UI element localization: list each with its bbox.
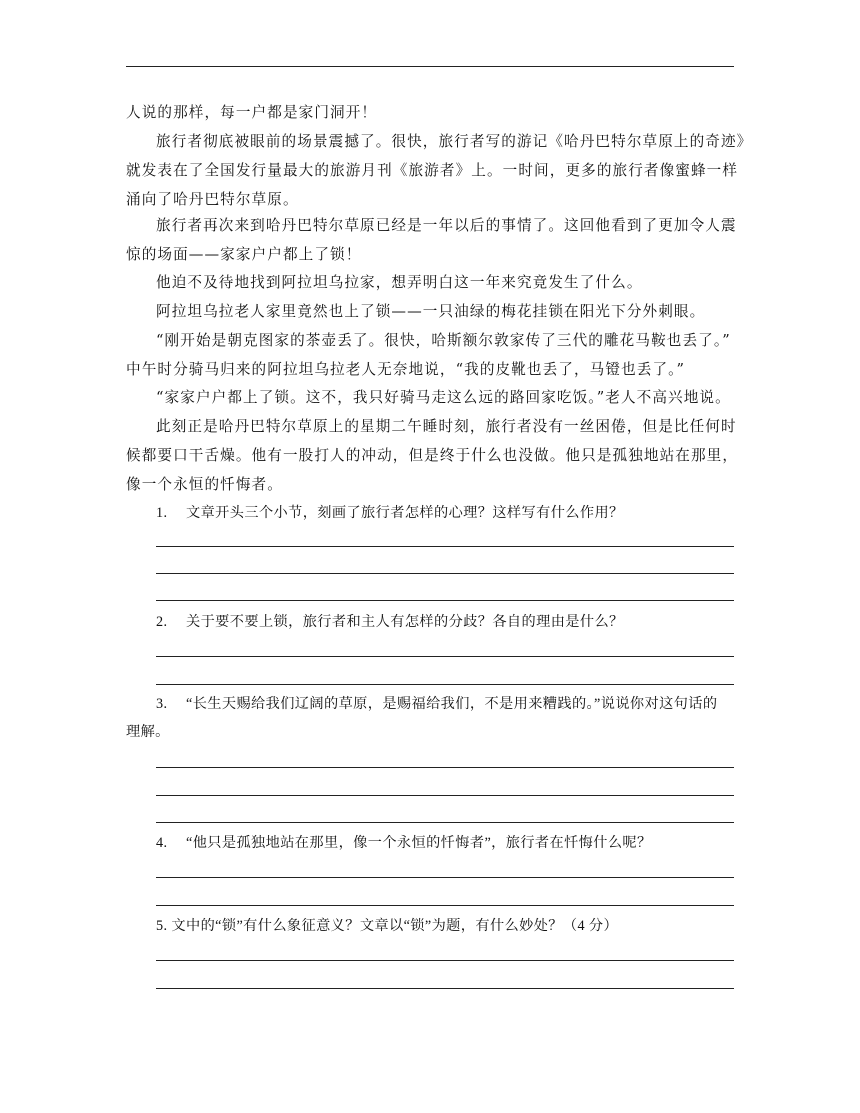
- question-number: 1.: [156, 505, 168, 521]
- question-text: “长生天赐给我们辽阔的草原，是赐福给我们，不是用来糟践的。”说说你对这句话的: [186, 696, 718, 712]
- answer-line[interactable]: [156, 988, 734, 989]
- answer-line[interactable]: [156, 656, 734, 657]
- answer-line[interactable]: [156, 573, 734, 574]
- question-1: [156, 499, 746, 527]
- question-3-continuation: 理解。: [126, 724, 170, 740]
- passage-paragraph-8: [126, 412, 740, 499]
- question-number: 5.: [156, 918, 168, 934]
- passage-line: 他迫不及待地找到阿拉坦乌拉家，想弄明白这一年来究竟发生了什么。: [156, 274, 643, 291]
- answer-line[interactable]: [156, 684, 734, 685]
- passage-line: 候都要口干舌燥。他有一股打人的冲动，但是终于什么也没做。他只是孤独地站在那里，: [126, 447, 739, 464]
- passage-line: 旅行者再次来到哈丹巴特尔草原已经是一年以后的事情了。这回他看到了更加令人震: [156, 217, 737, 234]
- question-text: 文章开头三个小节，刻画了旅行者怎样的心理？这样写有什么作用？: [186, 505, 624, 521]
- question-number: 4.: [156, 835, 168, 851]
- passage-paragraph-7: [126, 383, 740, 412]
- answer-line[interactable]: [156, 877, 734, 878]
- question-text: 关于要不要上锁，旅行者和主人有怎样的分歧？各自的理由是什么？: [186, 614, 624, 630]
- answer-line[interactable]: [156, 960, 734, 961]
- question-4: [156, 829, 746, 857]
- passage-line: 中午时分骑马归来的阿拉坦乌拉老人无奈地说，“我的皮靴也丢了，马镫也丢了。”: [126, 361, 686, 378]
- question-number: 3.: [156, 696, 168, 712]
- passage-paragraph-1: [126, 98, 740, 127]
- question-text: “他只是孤独地站在那里，像一个永恒的忏悔者”，旅行者在忏悔什么呢？: [186, 835, 652, 851]
- passage-paragraph-6: [126, 326, 740, 384]
- passage-line: “刚开始是朝克图家的茶壶丢了。很快，哈斯额尔敦家传了三代的雕花马鞍也丢了。”: [156, 332, 731, 349]
- question-text: 文中的“锁”有什么象征意义？文章以“锁”为题，有什么妙处？（4 分）: [171, 918, 619, 934]
- passage-line: 像一个永恒的忏悔者。: [126, 476, 283, 493]
- passage-line: “家家户户都上了锁。这不，我只好骑马走这么远的路回家吃饭。”老人不高兴地说。: [156, 389, 731, 406]
- question-5: [156, 912, 746, 940]
- answer-line[interactable]: [156, 546, 734, 547]
- passage-line: 惊的场面——家家户户都上了锁！: [126, 246, 362, 263]
- question-2: [156, 608, 746, 636]
- question-number: 2.: [156, 614, 168, 630]
- header-rule: [126, 66, 734, 67]
- answer-line[interactable]: [156, 600, 734, 601]
- passage-paragraph-3: [126, 211, 740, 269]
- answer-line[interactable]: [156, 767, 734, 768]
- passage-line: 此刻正是哈丹巴特尔草原上的星期二午睡时刻，旅行者没有一丝困倦，但是比任何时: [156, 418, 737, 435]
- passage-paragraph-2: [126, 127, 753, 214]
- passage-paragraph-5: [126, 297, 740, 326]
- question-3: [156, 690, 746, 718]
- passage-line: 就发表在了全国发行量最大的旅游月刊《旅游者》上。一时间，更多的旅行者像蜜蜂一样: [126, 162, 739, 179]
- passage-line: 旅行者彻底被眼前的场景震撼了。很快，旅行者写的游记《哈丹巴特尔草原上的奇迹》: [156, 133, 753, 150]
- passage-line: 涌向了哈丹巴特尔草原。: [126, 191, 299, 208]
- answer-line[interactable]: [156, 905, 734, 906]
- passage-line: 阿拉坦乌拉老人家里竟然也上了锁——一只油绿的梅花挂锁在阳光下分外刺眼。: [156, 303, 706, 320]
- passage-paragraph-4: [126, 268, 740, 297]
- answer-line[interactable]: [156, 795, 734, 796]
- passage-line: 人说的那样，每一户都是家门洞开！: [126, 104, 378, 121]
- answer-line[interactable]: [156, 822, 734, 823]
